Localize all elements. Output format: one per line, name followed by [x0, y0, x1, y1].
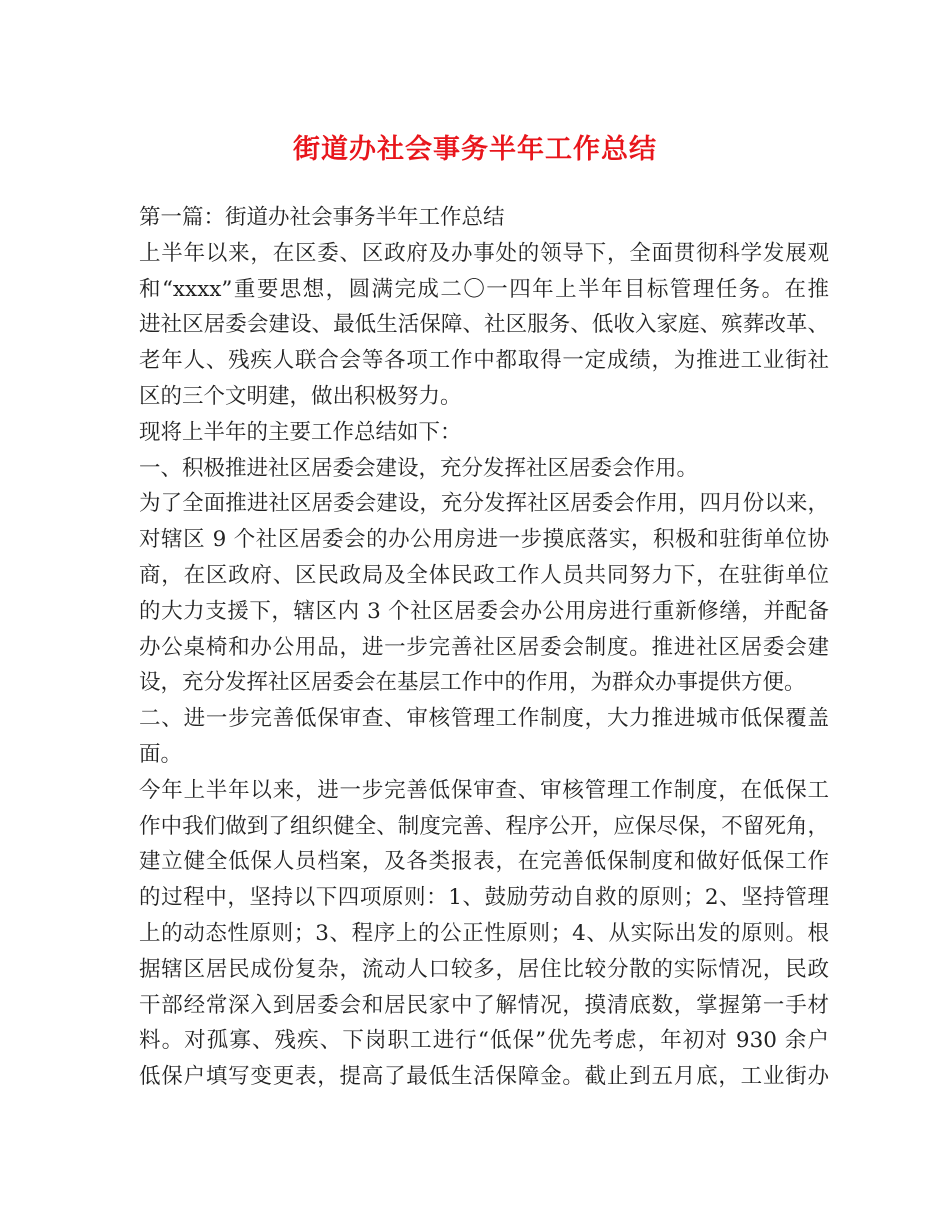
body-line: 为了全面推进社区居委会建设，充分发挥社区居委会作用，四月份以来， — [139, 491, 829, 517]
body-line: 的过程中，坚持以下四项原则：1、鼓励劳动自救的原则；2、坚持管理 — [139, 885, 829, 911]
body-line: 商，在区政府、区民政局及全体民政工作人员共同努力下，在驻街单位 — [139, 562, 829, 588]
body-line: 区的三个文明建，做出积极努力。 — [139, 383, 462, 409]
body-line: 料。对孤寡、残疾、下岗职工进行“低保”优先考虑，年初对 930 余户 — [139, 1028, 829, 1054]
document-title: 街道办社会事务半年工作总结 — [293, 134, 657, 165]
body-line: 今年上半年以来，进一步完善低保审查、审核管理工作制度，在低保工 — [139, 777, 829, 803]
body-line: 二、进一步完善低保审查、审核管理工作制度，大力推进城市低保覆盖 — [139, 706, 829, 732]
body-line: 对辖区 9 个社区居委会的办公用房进一步摸底落实，积极和驻街单位协 — [139, 527, 829, 553]
body-line: 低保户填写变更表，提高了最低生活保障金。截止到五月底，工业街办 — [139, 1064, 829, 1090]
body-line: 建立健全低保人员档案，及各类报表，在完善低保制度和做好低保工作 — [139, 849, 829, 875]
body-line: 干部经常深入到居委会和居民家中了解情况，摸清底数，掌握第一手材 — [139, 992, 829, 1018]
body-line: 办公桌椅和办公用品，进一步完善社区居委会制度。推进社区居委会建 — [139, 634, 829, 660]
body-line: 进社区居委会建设、最低生活保障、社区服务、低收入家庭、殡葬改革、 — [139, 312, 829, 338]
body-line: 据辖区居民成份复杂，流动人口较多，居住比较分散的实际情况，民政 — [139, 956, 829, 982]
body-line: 面。 — [139, 741, 183, 767]
body-line: 设，充分发挥社区居委会在基层工作中的作用，为群众办事提供方便。 — [139, 670, 806, 696]
document-body — [139, 200, 829, 1095]
body-line: 作中我们做到了组织健全、制度完善、程序公开，应保尽保，不留死角， — [139, 813, 829, 839]
body-line: 第一篇：街道办社会事务半年工作总结 — [139, 205, 505, 230]
body-line: 现将上半年的主要工作总结如下： — [139, 419, 462, 445]
body-line: 的大力支援下，辖区内 3 个社区居委会办公用房进行重新修缮，并配备 — [139, 598, 829, 624]
body-line: 上的动态性原则；3、程序上的公正性原则；4、从实际出发的原则。根 — [139, 920, 829, 946]
body-line: 上半年以来，在区委、区政府及办事处的领导下，全面贯彻科学发展观 — [139, 240, 829, 266]
body-line: 和“xxxx”重要思想，圆满完成二〇一四年上半年目标管理任务。在推 — [139, 276, 829, 302]
body-line: 老年人、残疾人联合会等各项工作中都取得一定成绩，为推进工业街社 — [139, 348, 829, 374]
body-line: 一、积极推进社区居委会建设，充分发挥社区居委会作用。 — [139, 455, 699, 481]
